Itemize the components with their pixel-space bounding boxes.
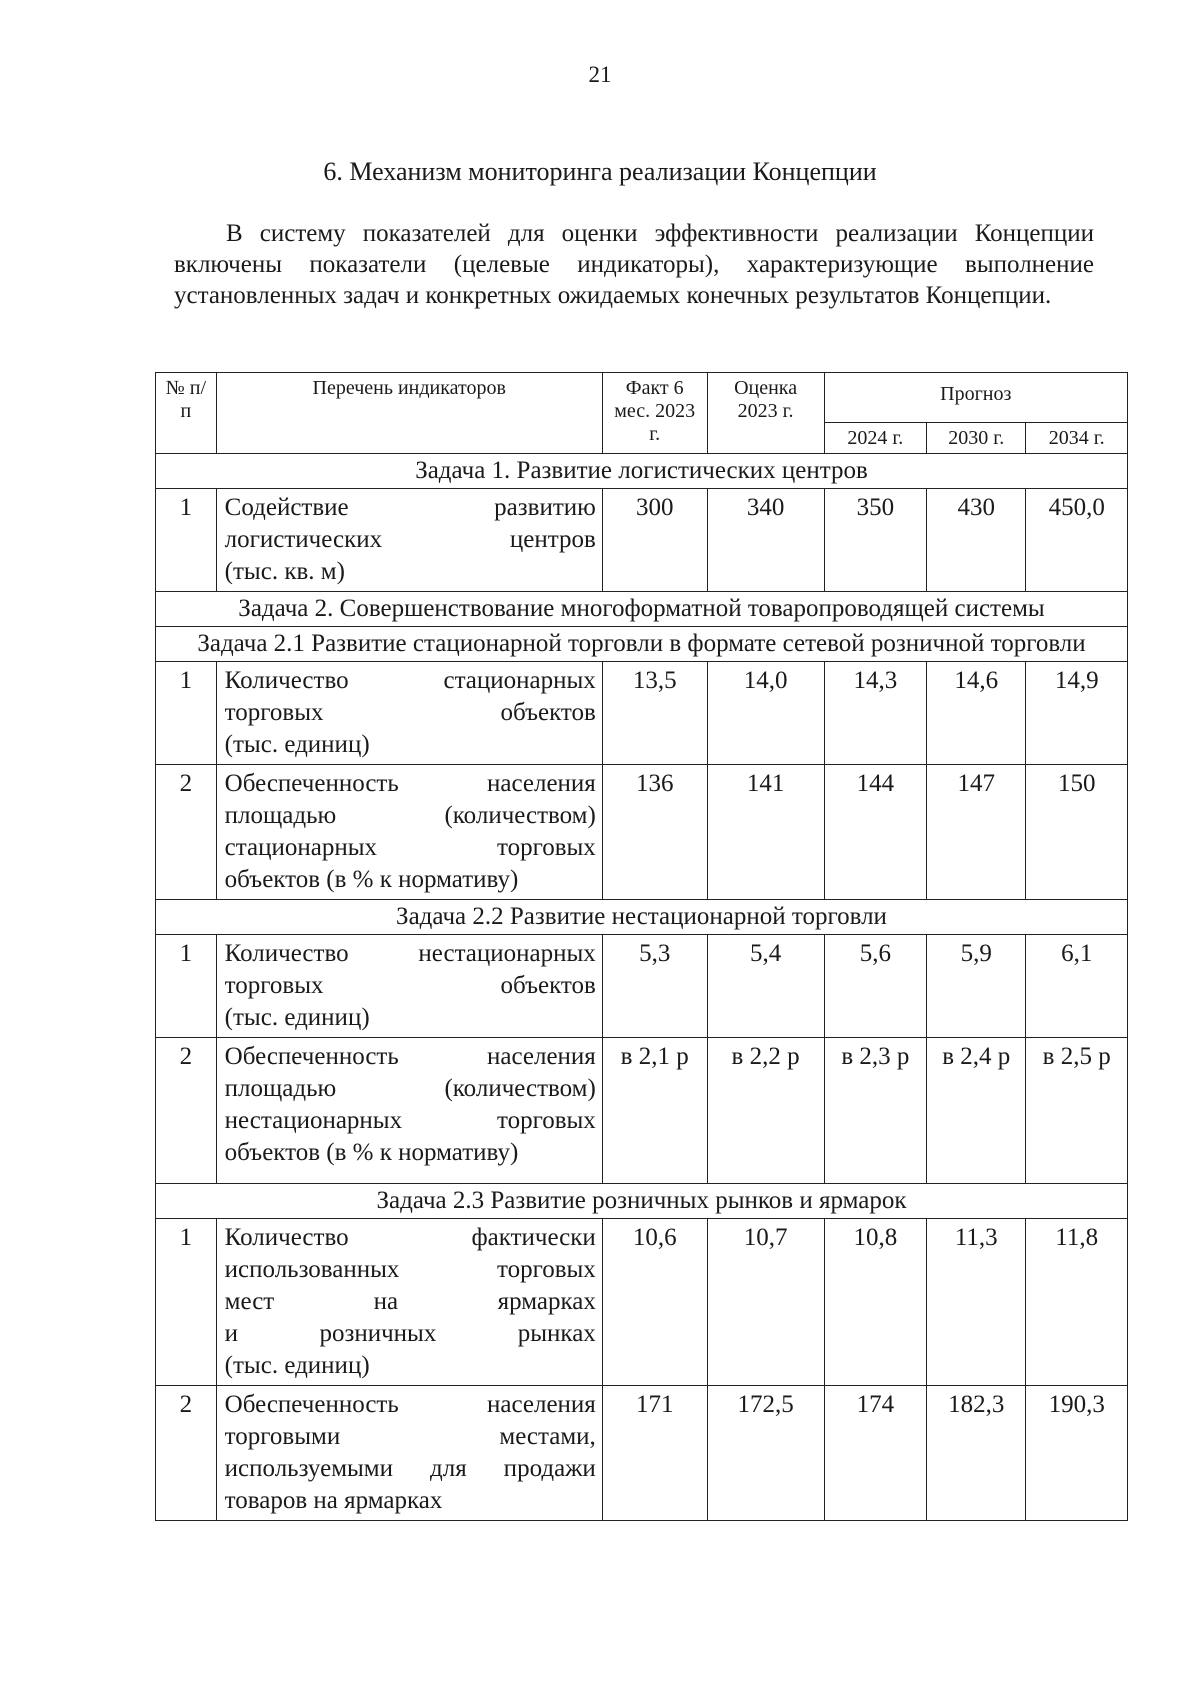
value-2034: 450,0 [1026, 489, 1128, 592]
value-2030: 5,9 [927, 935, 1026, 1038]
value-2030: 430 [927, 489, 1026, 592]
indicator-description-line: и розничных рынках [224, 1320, 596, 1347]
task-heading: Задача 2. Совершенствование многоформатной товаропроводящей системы [156, 592, 1128, 627]
indicator-description-line: Количество нестационарных [224, 940, 596, 967]
task-heading-row [156, 454, 1128, 489]
value-fact: 300 [602, 489, 707, 592]
header-indicators-list: Перечень индикаторов [216, 373, 602, 454]
task-heading: Задача 2.3 Развитие розничных рынков и ярмарок [156, 1184, 1128, 1219]
row-number: 1 [156, 935, 217, 1038]
row-number: 1 [156, 662, 217, 765]
value-fact: 13,5 [602, 662, 707, 765]
value-2024: 350 [824, 489, 927, 592]
header-estimate: Оценка 2023 г. [707, 373, 824, 454]
indicator-description-line: (тыс. единиц) [224, 1004, 370, 1031]
value-2034: в 2,5 р [1026, 1038, 1128, 1184]
row-number: 2 [156, 1386, 217, 1521]
value-fact: 136 [602, 765, 707, 900]
indicator-row [156, 765, 1128, 900]
value-fact: 10,6 [602, 1219, 707, 1386]
row-number: 1 [156, 1219, 217, 1386]
task-heading-row [156, 627, 1128, 662]
value-2034: 190,3 [1026, 1386, 1128, 1521]
value-2030: в 2,4 р [927, 1038, 1026, 1184]
value-2024: 10,8 [824, 1219, 927, 1386]
value-2030: 11,3 [927, 1219, 1026, 1386]
value-2034: 6,1 [1026, 935, 1128, 1038]
indicator-description-line: использованных торговых [224, 1256, 596, 1283]
value-2024: 174 [824, 1386, 927, 1521]
indicator-description-line: Количество фактически [224, 1224, 596, 1251]
value-2030: 147 [927, 765, 1026, 900]
indicator-description-line: торговыми местами, [224, 1423, 596, 1450]
value-fact: 171 [602, 1386, 707, 1521]
indicator-description-line: нестационарных торговых [224, 1107, 596, 1134]
row-number: 1 [156, 489, 217, 592]
indicator-description-line: Содействие развитию [224, 494, 596, 521]
indicator-row [156, 1038, 1128, 1184]
value-fact: 5,3 [602, 935, 707, 1038]
task-heading-row [156, 900, 1128, 935]
indicator-description-line: используемыми для продажи [224, 1455, 596, 1482]
value-estimate: 141 [707, 765, 824, 900]
value-estimate: 172,5 [707, 1386, 824, 1521]
value-fact: в 2,1 р [602, 1038, 707, 1184]
indicator-description [216, 1386, 602, 1521]
indicator-description-line: торговых объектов [224, 972, 596, 999]
section-title: 6. Механизм мониторинга реализации Концепции [323, 157, 877, 186]
header-num: № п/п [156, 373, 217, 454]
indicator-description-line: мест на ярмарках [224, 1288, 596, 1315]
value-estimate: 10,7 [707, 1219, 824, 1386]
row-number: 2 [156, 1038, 217, 1184]
value-2034: 150 [1026, 765, 1128, 900]
indicator-description-line: (тыс. единиц) [224, 1352, 370, 1379]
indicator-description-line: Количество стационарных [224, 667, 596, 694]
indicator-row [156, 935, 1128, 1038]
indicator-description-line: (тыс. единиц) [224, 731, 370, 758]
indicator-description-line: Обеспеченность населения [224, 770, 596, 797]
value-2024: 14,3 [824, 662, 927, 765]
header-year-2034: 2034 г. [1026, 423, 1128, 454]
indicators-table [155, 372, 1128, 1521]
intro-paragraph: В систему показателей для оценки эффективности реализации Концепции включены показатели (целевые индикаторы), характеризующие выполнение установленных задач и конкретных ожидаемых конечных результатов Концепции. [174, 220, 1094, 309]
indicator-description [216, 662, 602, 765]
indicator-description-line: Обеспеченность населения [224, 1043, 596, 1070]
value-2034: 14,9 [1026, 662, 1128, 765]
indicator-description-line: объектов (в % к нормативу) [224, 1139, 519, 1166]
indicator-row [156, 1219, 1128, 1386]
table-header-row [156, 373, 1128, 423]
value-2034: 11,8 [1026, 1219, 1128, 1386]
row-number: 2 [156, 765, 217, 900]
value-2024: 5,6 [824, 935, 927, 1038]
value-2024: 144 [824, 765, 927, 900]
value-estimate: 340 [707, 489, 824, 592]
task-heading-row [156, 592, 1128, 627]
value-estimate: в 2,2 р [707, 1038, 824, 1184]
value-2030: 14,6 [927, 662, 1026, 765]
task-heading: Задача 2.2 Развитие нестационарной торговли [156, 900, 1128, 935]
indicator-description-line: (тыс. кв. м) [224, 558, 345, 585]
value-2024: в 2,3 р [824, 1038, 927, 1184]
indicator-description-line: логистических центров [224, 526, 596, 553]
value-estimate: 14,0 [707, 662, 824, 765]
indicator-description-line: Обеспеченность населения [224, 1391, 596, 1418]
indicator-description [216, 935, 602, 1038]
indicator-row [156, 1386, 1128, 1521]
indicator-description-line: объектов (в % к нормативу) [224, 866, 519, 893]
indicator-description [216, 1038, 602, 1184]
indicator-description-line: торговых объектов [224, 699, 596, 726]
header-fact: Факт 6 мес. 2023 г. [602, 373, 707, 454]
header-year-2030: 2030 г. [927, 423, 1026, 454]
task-heading: Задача 2.1 Развитие стационарной торговли в формате сетевой розничной торговли [156, 627, 1128, 662]
value-2030: 182,3 [927, 1386, 1026, 1521]
task-heading: Задача 1. Развитие логистических центров [156, 454, 1128, 489]
indicator-description [216, 489, 602, 592]
indicator-row [156, 489, 1128, 592]
value-estimate: 5,4 [707, 935, 824, 1038]
indicator-description-line: товаров на ярмарках [224, 1487, 443, 1514]
indicator-description-line: стационарных торговых [224, 834, 596, 861]
header-forecast: Прогноз [824, 373, 1127, 423]
indicator-row [156, 662, 1128, 765]
indicator-description [216, 1219, 602, 1386]
task-heading-row [156, 1184, 1128, 1219]
page-number: 21 [588, 62, 612, 87]
indicator-description-line: площадью (количеством) [224, 1075, 596, 1102]
header-year-2024: 2024 г. [824, 423, 927, 454]
indicator-description [216, 765, 602, 900]
indicator-description-line: площадью (количеством) [224, 802, 596, 829]
